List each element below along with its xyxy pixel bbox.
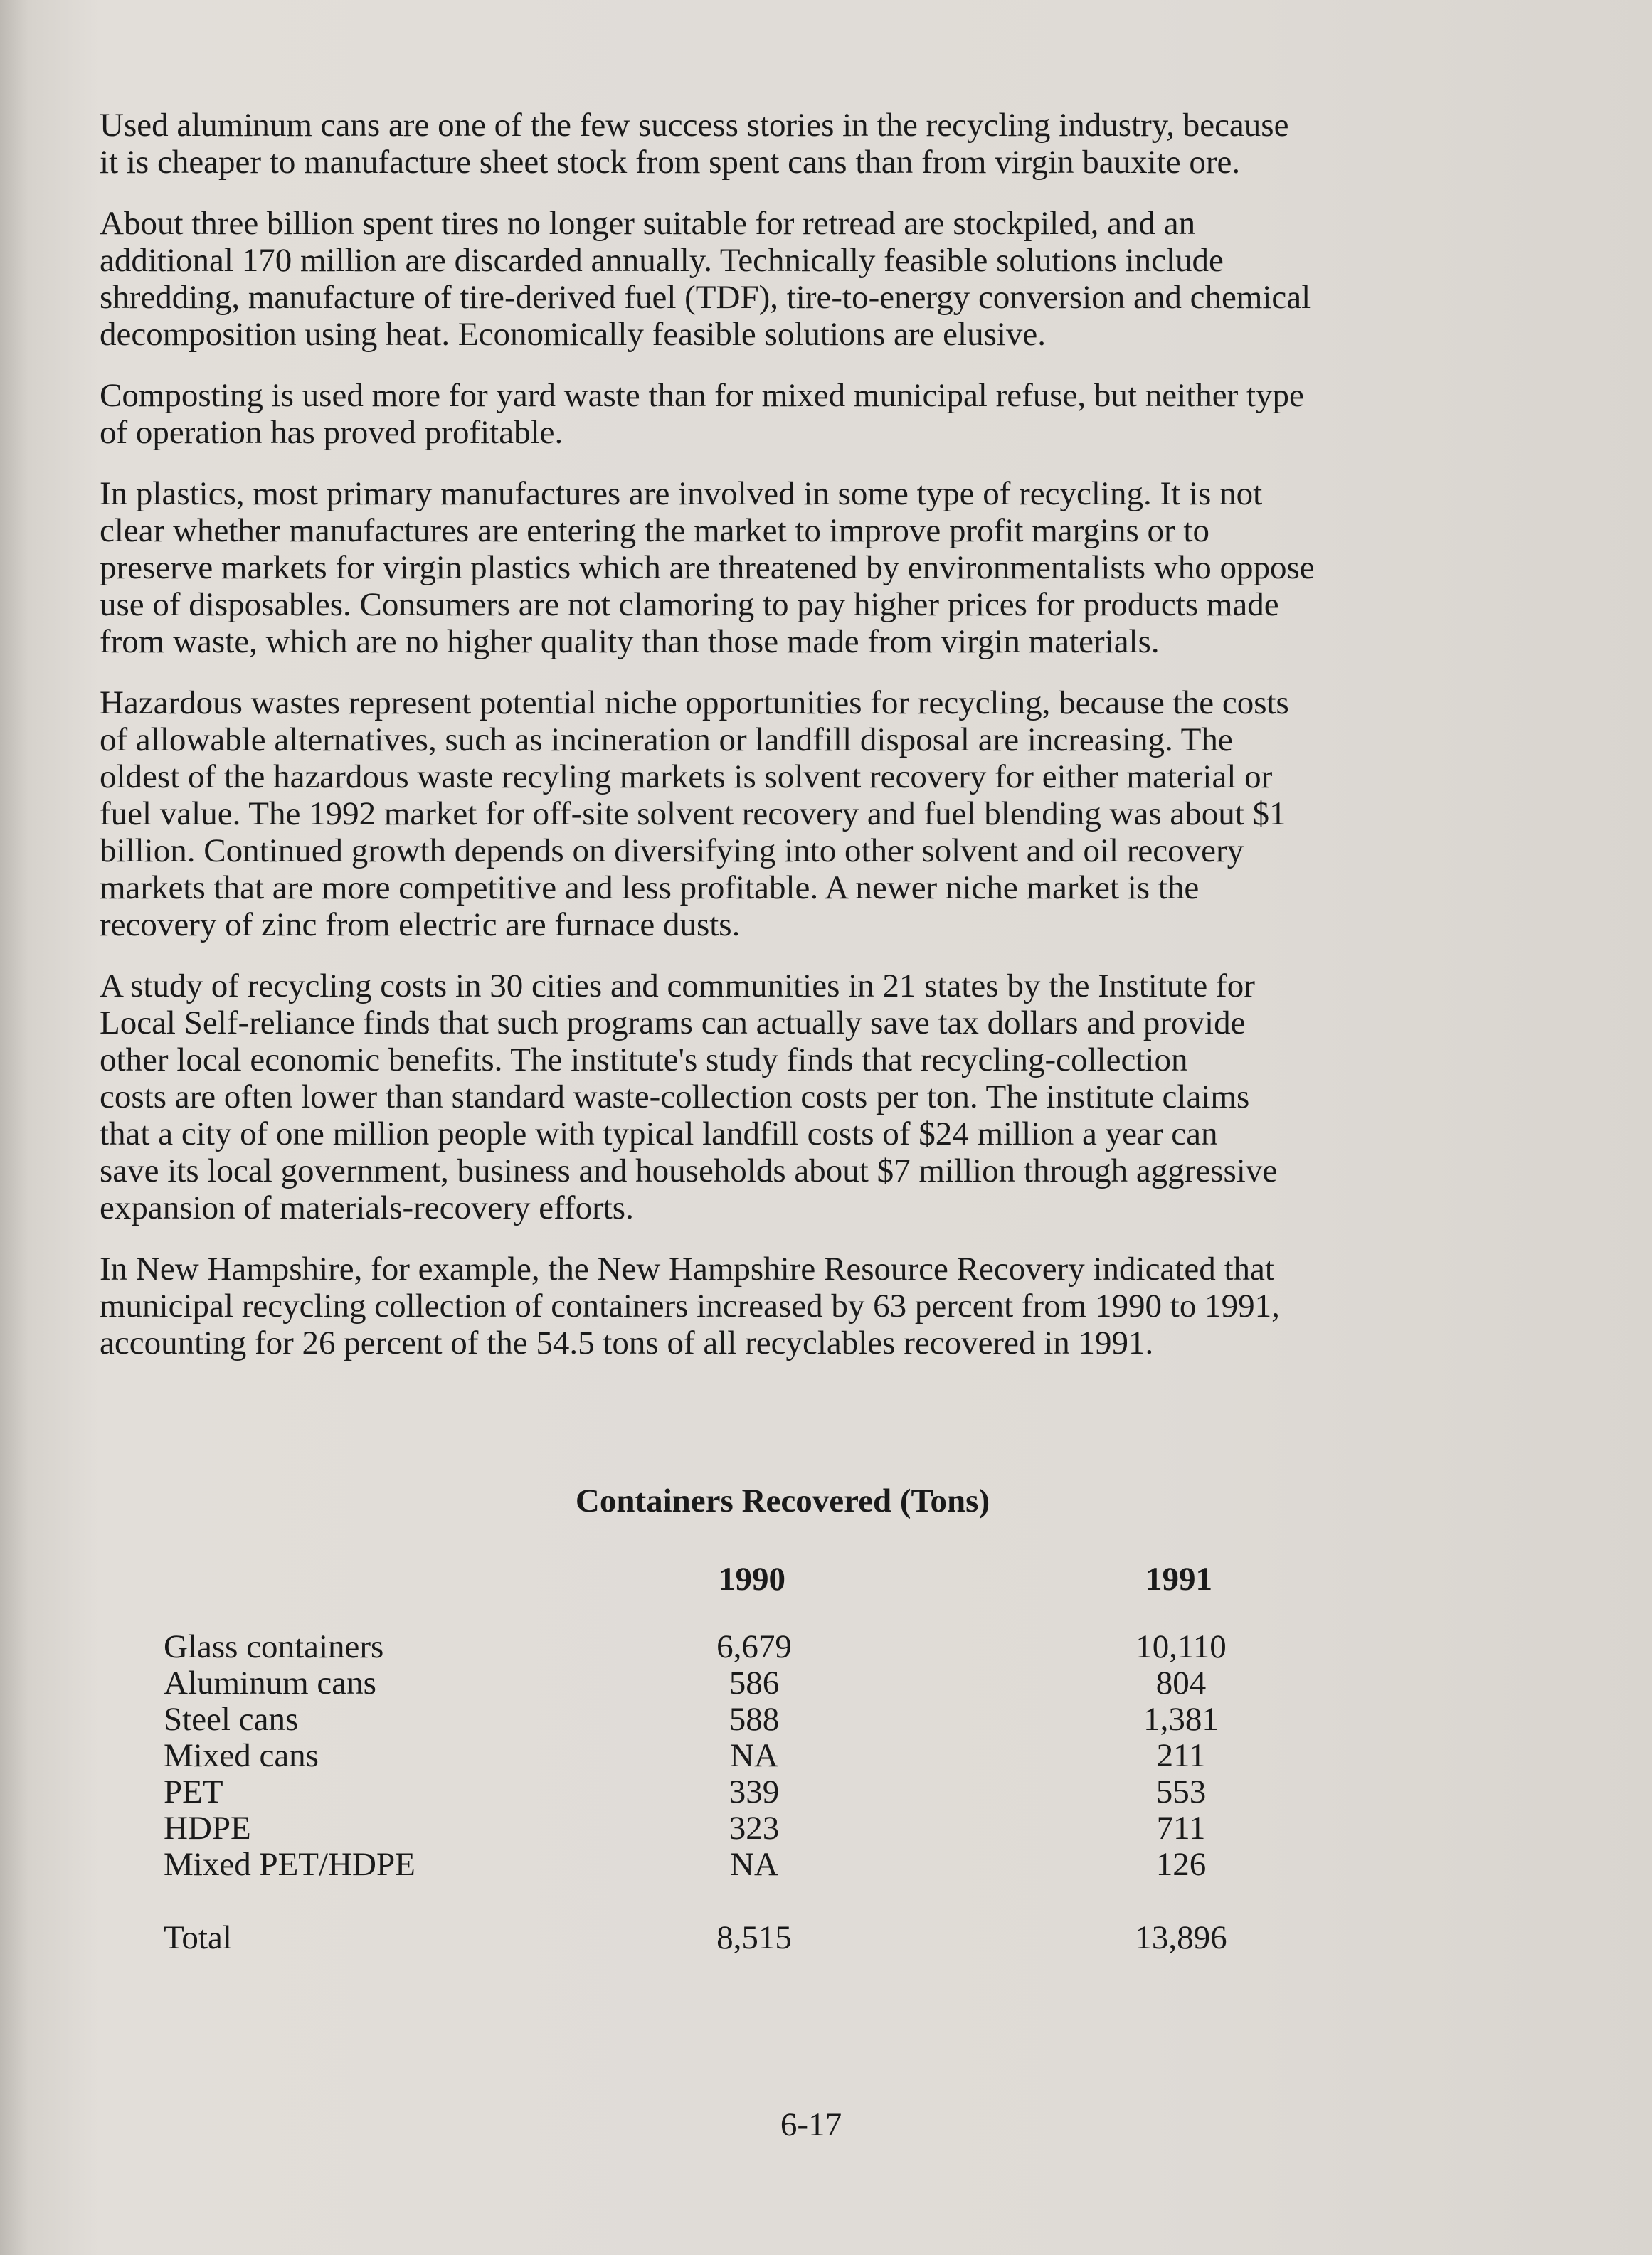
text-line: oldest of the hazardous waste recyling markets is solvent recovery for either material or	[100, 758, 1273, 795]
row-label: Mixed PET/HDPE	[164, 1846, 415, 1883]
paragraph-composting	[100, 377, 1487, 451]
text-line: clear whether manufactures are entering the market to improve profit margins or to	[100, 512, 1209, 549]
row-label: Steel cans	[164, 1701, 299, 1738]
text-line: of operation has proved profitable.	[100, 414, 563, 451]
table-row	[164, 1665, 1302, 1702]
text-line: Composting is used more for yard waste than for mixed municipal refuse, but neither type	[100, 377, 1304, 414]
row-label: Glass containers	[164, 1628, 384, 1665]
text-line: preserve markets for virgin plastics which are threatened by environmentalists who oppose	[100, 549, 1315, 586]
text-line: decomposition using heat. Economically feasible solutions are elusive.	[100, 316, 1047, 353]
value-1991: 211	[1156, 1737, 1206, 1774]
row-label: Mixed cans	[164, 1737, 319, 1774]
row-label: PET	[164, 1773, 223, 1810]
value-1990: NA	[730, 1737, 778, 1774]
total-label: Total	[164, 1919, 232, 1956]
text-line: costs are often lower than standard waste-collection costs per ton. The institute claims	[100, 1078, 1250, 1115]
value-1990: 323	[729, 1810, 780, 1847]
total-1990: 8,515	[716, 1919, 792, 1956]
value-1990: 588	[729, 1701, 780, 1738]
value-1991: 553	[1155, 1773, 1207, 1810]
value-1990: 586	[729, 1665, 780, 1702]
document-body	[100, 107, 1487, 1386]
text-line: shredding, manufacture of tire-derived fuel (TDF), tire-to-energy conversion and chemical	[100, 279, 1311, 316]
paragraph-tires	[100, 205, 1487, 353]
value-1991: 10,110	[1135, 1628, 1227, 1665]
text-line: municipal recycling collection of containers increased by 63 percent from 1990 to 1991,	[100, 1288, 1280, 1325]
text-line: fuel value. The 1992 market for off-site solvent recovery and fuel blending was about $1	[100, 795, 1286, 832]
text-line: additional 170 million are discarded annually. Technically feasible solutions include	[100, 242, 1224, 279]
text-line: recovery of zinc from electric are furnace dusts.	[100, 906, 741, 943]
table-row	[164, 1810, 1302, 1847]
paragraph-hazardous	[100, 684, 1487, 943]
text-line: use of disposables. Consumers are not clamoring to pay higher prices for products made	[100, 586, 1279, 623]
column-header-1990: 1990	[719, 1561, 785, 1598]
table-row	[164, 1629, 1302, 1665]
row-label: HDPE	[164, 1810, 251, 1847]
page-number: 6-17	[780, 2106, 842, 2143]
paragraph-plastics	[100, 475, 1487, 660]
text-line: A study of recycling costs in 30 cities and communities in 21 states by the Institute for	[100, 967, 1255, 1004]
table-row	[164, 1738, 1302, 1774]
text-line: markets that are more competitive and less profitable. A newer niche market is the	[100, 869, 1200, 906]
table-row	[164, 1847, 1302, 1883]
paragraph-study	[100, 967, 1487, 1226]
text-line: it is cheaper to manufacture sheet stock from spent cans than from virgin bauxite ore.	[100, 144, 1241, 181]
text-line: of allowable alternatives, such as incineration or landfill disposal are increasing. The	[100, 721, 1233, 758]
text-line: billion. Continued growth depends on diversifying into other solvent and oil recovery	[100, 832, 1244, 869]
table-row	[164, 1702, 1302, 1738]
table-total-row	[164, 1920, 1302, 1956]
value-1991: 126	[1155, 1846, 1207, 1883]
text-line: Used aluminum cans are one of the few success stories in the recycling industry, because	[100, 107, 1289, 144]
value-1991: 1,381	[1143, 1701, 1219, 1738]
text-line: Local Self-reliance finds that such programs can actually save tax dollars and provide	[100, 1004, 1246, 1041]
column-header-1991: 1991	[1145, 1561, 1212, 1598]
text-line: other local economic benefits. The institute's study finds that recycling-collection	[100, 1041, 1188, 1078]
value-1990: 6,679	[716, 1628, 792, 1665]
table-title: Containers Recovered (Tons)	[575, 1482, 990, 1519]
text-line: In plastics, most primary manufactures are involved in some type of recycling. It is not	[100, 475, 1263, 512]
text-line: accounting for 26 percent of the 54.5 tons of all recyclables recovered in 1991.	[100, 1325, 1154, 1362]
value-1991: 804	[1155, 1665, 1207, 1702]
value-1990: 339	[729, 1773, 780, 1810]
row-label: Aluminum cans	[164, 1665, 376, 1702]
table-row	[164, 1774, 1302, 1810]
text-line: About three billion spent tires no longer suitable for retread are stockpiled, and an	[100, 205, 1196, 242]
value-1990: NA	[730, 1846, 778, 1883]
text-line: save its local government, business and households about $7 million through aggressive	[100, 1152, 1278, 1189]
text-line: In New Hampshire, for example, the New Hampshire Resource Recovery indicated that	[100, 1251, 1274, 1288]
text-line: Hazardous wastes represent potential niche opportunities for recycling, because the costs	[100, 684, 1289, 721]
text-line: expansion of materials-recovery efforts.	[100, 1189, 634, 1226]
paragraph-new-hampshire	[100, 1251, 1487, 1362]
total-1991: 13,896	[1135, 1919, 1227, 1956]
value-1991: 711	[1156, 1810, 1206, 1847]
table-rows	[164, 1629, 1302, 1956]
text-line: that a city of one million people with typical landfill costs of $24 million a year can	[100, 1115, 1218, 1152]
text-line: from waste, which are no higher quality than those made from virgin materials.	[100, 623, 1160, 660]
paragraph-aluminum	[100, 107, 1487, 181]
